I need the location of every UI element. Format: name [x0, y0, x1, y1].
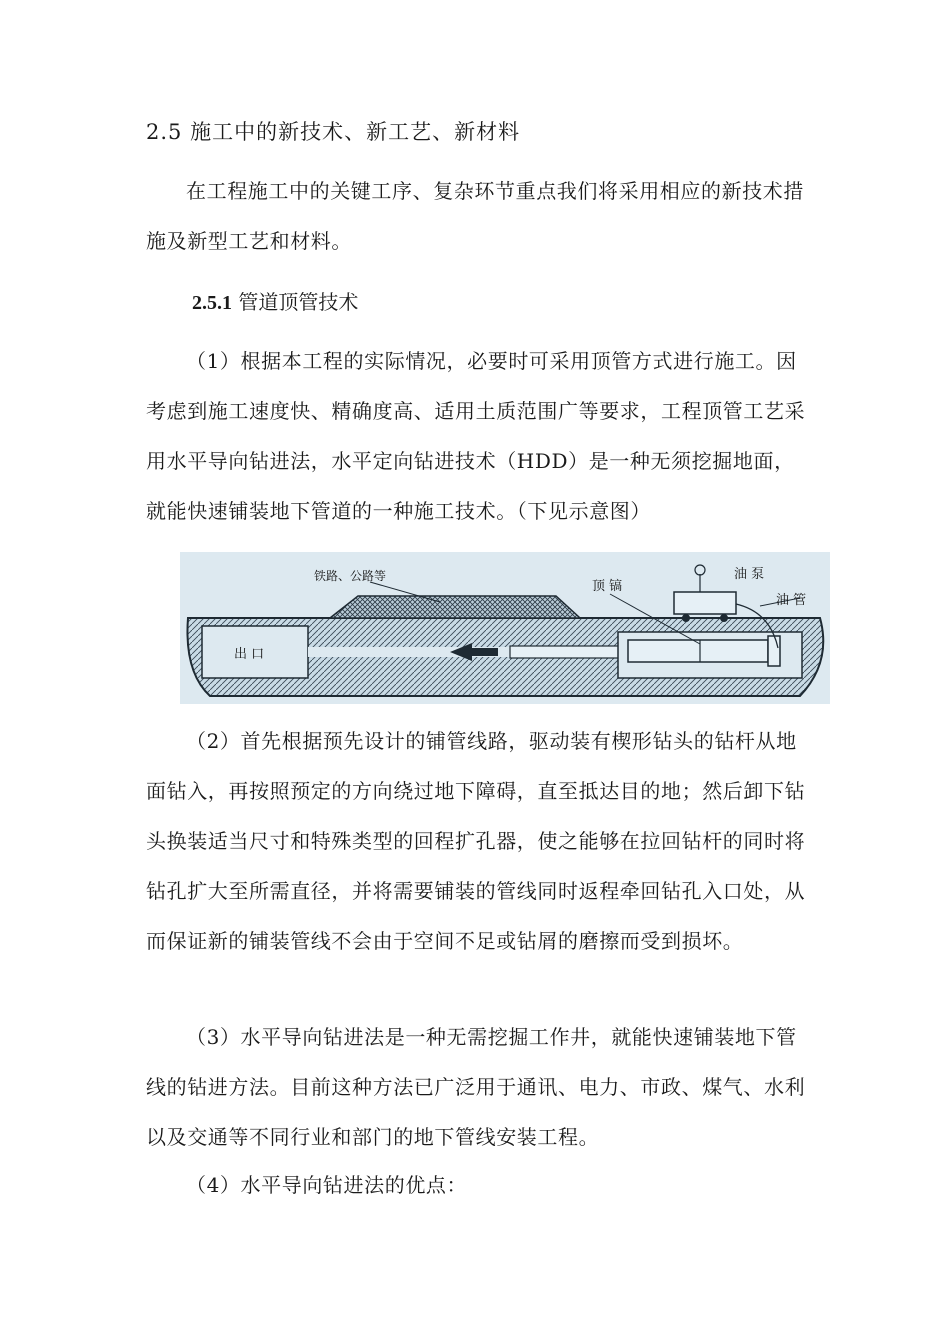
label-jack: 顶 镐 [592, 579, 623, 594]
subsection-heading [192, 286, 358, 315]
hdd-diagram [180, 552, 830, 704]
paragraph-4: （4）水平导向钻进法的优点： [186, 1173, 468, 1197]
road-embankment [330, 596, 580, 618]
subsection-title: 管道顶管技术 [238, 290, 359, 314]
label-exit: 出 口 [234, 647, 265, 662]
paragraph-2: （2）首先根据预先设计的铺管线路，驱动装有楔形钻头的钻杆从地面钻入，再按照预定的方向绕过地下障碍，直至抵达目的地；然后卸下钻头换装适当尺寸和特殊类型的回程扩孔器，使之能够在拉回钻杆的同时将钻孔扩大至所需直径，并将需要铺装的管线同时返程牵回钻孔入口处，从而保证新的铺装管线不会由于空间不足或钻屑的磨擦而受到损坏。 [146, 729, 806, 953]
intro-paragraph: 在工程施工中的关键工序、复杂环节重点我们将采用相应的新技术措施及新型工艺和材料。 [146, 179, 804, 253]
subsection-number: 2.5.1 [192, 292, 232, 314]
paragraph-1: （1）根据本工程的实际情况，必要时可采用顶管方式进行施工。因考虑到施工速度快、精确度高、适用土质范围广等要求，工程顶管工艺采用水平导向钻进法，水平定向钻进技术（HDD）是一种无须挖掘地面，就能快速铺装地下管道的一种施工技术。（下见示意图） [146, 349, 806, 523]
label-railway: 铁路、公路等 [314, 569, 387, 583]
drill-pipe [510, 646, 620, 658]
paragraph-3: （3）水平导向钻进法是一种无需挖掘工作井，就能快速铺装地下管线的钻进方法。目前这种方法已广泛用于通讯、电力、市政、煤气、水利以及交通等不同行业和部门的地下管线安装工程。 [146, 1025, 806, 1149]
hdd-diagram-svg [180, 552, 830, 704]
label-pump: 油 泵 [734, 567, 765, 582]
label-pipe: 油 管 [776, 593, 807, 608]
section-heading: 2.5 施工中的新技术、新工艺、新材料 [146, 120, 521, 144]
back-plate [768, 636, 780, 666]
oil-pump [674, 592, 736, 614]
